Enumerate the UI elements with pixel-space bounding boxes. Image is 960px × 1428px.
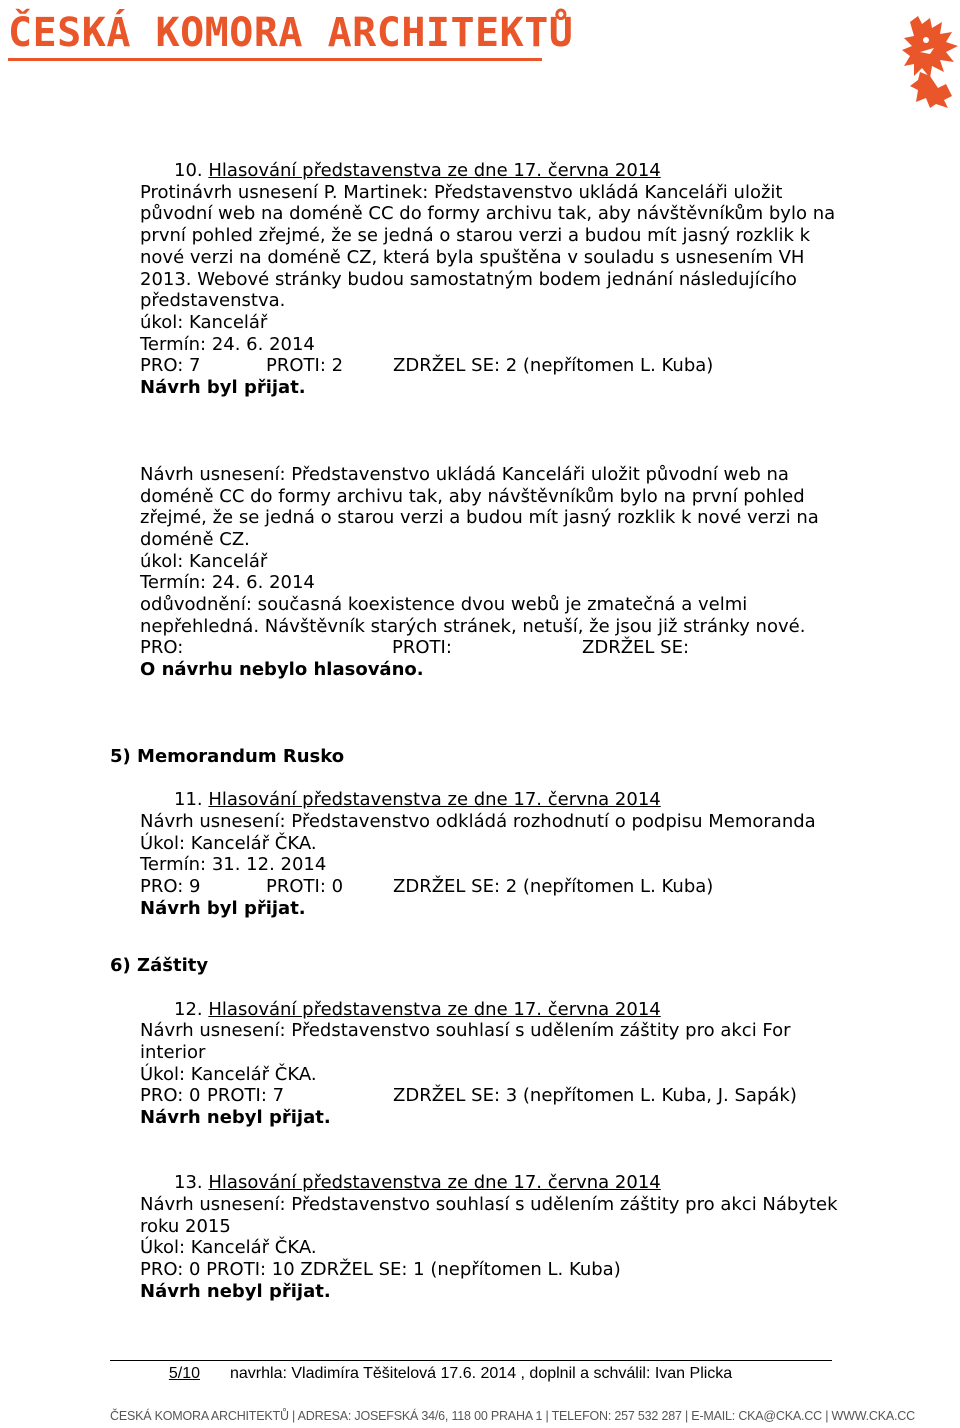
deadline-line: Termín: 24. 6. 2014 — [140, 333, 315, 355]
text-line: 2013. Webové stránky budou samostatným bodem jednání následujícího — [140, 268, 797, 290]
task-line: Úkol: Kancelář ČKA. — [140, 832, 317, 854]
vote-number: 13. — [174, 1172, 203, 1194]
vote-title: Hlasování představenstva ze dne 17. června 2014 — [208, 1172, 661, 1194]
vote-results — [140, 876, 834, 898]
header-underline — [8, 58, 542, 61]
vote-number: 12. — [174, 998, 203, 1020]
vote-heading — [174, 999, 834, 1021]
deadline-line: Termín: 24. 6. 2014 — [140, 572, 315, 594]
vote-title: Hlasování představenstva ze dne 17. června 2014 — [208, 789, 661, 811]
section-number: 6) — [110, 955, 131, 977]
vote-result: Návrh nebyl přijat. — [140, 1107, 331, 1129]
footer-address: ČESKÁ KOMORA ARCHITEKTŮ | ADRESA: JOSEFSKÁ 34/6, 118 00 PRAHA 1 | TELEFON: 257 532 287 | E-MAIL: CKA@CKA.CC | WWW.CKA.CC — [110, 1409, 915, 1423]
vote-zdrzel: ZDRŽEL SE: 3 (nepřítomen L. Kuba, J. Sapák) — [393, 1085, 797, 1107]
text-line: představenstva. — [140, 290, 286, 312]
vote-heading — [174, 160, 834, 182]
vote-result: Návrh byl přijat. — [140, 897, 306, 919]
vote-number: 11. — [174, 789, 203, 811]
vote-results — [140, 1085, 834, 1107]
text-line: Protinávrh usnesení P. Martinek: Představenstvo ukládá Kanceláři uložit — [140, 181, 783, 203]
vote-pro: PRO: 9 — [140, 876, 201, 898]
vote-proti: PROTI: — [392, 637, 452, 659]
vote-pro: PRO: — [140, 637, 184, 659]
section-heading — [110, 746, 834, 768]
counterproposal-text — [140, 182, 834, 312]
vote-pro: PRO: 0 — [140, 1085, 201, 1107]
task-line: úkol: Kancelář — [140, 550, 268, 572]
vote-results: PRO: 0 PROTI: 10 ZDRŽEL SE: 1 (nepřítomen L. Kuba) — [140, 1259, 621, 1281]
footer-signature — [112, 1365, 732, 1383]
vote-zdrzel: ZDRŽEL SE: 2 (nepřítomen L. Kuba) — [393, 355, 714, 377]
task-line: Úkol: Kancelář ČKA. — [140, 1237, 317, 1259]
proposal-text — [140, 464, 834, 551]
lion-logo-icon — [900, 12, 960, 110]
vote-heading — [174, 789, 834, 811]
task-line: Úkol: Kancelář ČKA. — [140, 1063, 317, 1085]
text-line: interior — [140, 1042, 206, 1064]
vote-title: Hlasování představenstva ze dne 17. června 2014 — [208, 160, 661, 181]
vote-proti: PROTI: 2 — [266, 355, 344, 377]
text-line: původní web na doméně CC do formy archivu tak, aby návštěvníkům bylo na — [140, 203, 836, 225]
vote-result: O návrhu nebylo hlasováno. — [140, 659, 424, 681]
reason-line: odůvodnění: současná koexistence dvou webů je zmatečná a velmi — [140, 594, 748, 616]
text-line: roku 2015 — [140, 1215, 231, 1237]
page-number: 5/10 — [168, 1365, 200, 1382]
vote-title: Hlasování představenstva ze dne 17. června 2014 — [208, 998, 661, 1020]
vote-result: Návrh nebyl přijat. — [140, 1280, 331, 1302]
section-title: Memorandum Rusko — [137, 745, 345, 767]
text-line: Návrh usnesení: Představenstvo souhlasí s udělením záštity pro akci Nábytek — [140, 1193, 838, 1215]
footer-divider — [110, 1360, 832, 1361]
deadline-line: Termín: 31. 12. 2014 — [140, 854, 327, 876]
header-title: ČESKÁ KOMORA ARCHITEKTŮ — [8, 10, 574, 56]
text-line: Návrh usnesení: Představenstvo souhlasí s udělením záštity pro akci For — [140, 1020, 791, 1042]
vote-proti: PROTI: 7 — [207, 1085, 285, 1107]
reason-line: nepřehledná. Návštěvník starých stránek, netuší, že jsou již stránky nové. — [140, 615, 806, 637]
vote-heading — [174, 1172, 834, 1194]
text-line: doméně CC do formy archivu tak, aby návštěvníkům bylo na první pohled — [140, 485, 805, 507]
vote-zdrzel: ZDRŽEL SE: — [582, 637, 690, 659]
text-line: Návrh usnesení: Představenstvo odkládá rozhodnutí o podpisu Memoranda — [140, 811, 816, 833]
vote-result: Návrh byl přijat. — [140, 377, 306, 399]
section-title: Záštity — [137, 955, 209, 977]
task-line: úkol: Kancelář — [140, 311, 268, 333]
vote-pro: PRO: 7 — [140, 355, 201, 377]
vote-proti: PROTI: 0 — [266, 876, 344, 898]
vote-results — [140, 355, 834, 377]
text-line: Návrh usnesení: Představenstvo ukládá Kanceláři uložit původní web na — [140, 463, 789, 485]
section-heading — [110, 955, 834, 977]
vote-results — [140, 637, 834, 659]
signature-text: navrhla: Vladimíra Těšitelová 17.6. 2014 , doplnil a schválil: Ivan Plicka — [230, 1365, 733, 1382]
text-line: první pohled zřejmé, že se jedná o starou verzi a budou mít jasný rozklik k — [140, 225, 811, 247]
document-body — [110, 160, 838, 1302]
text-line: nové verzi na doméně CZ, která byla spuštěna v souladu s usnesením VH — [140, 246, 805, 268]
vote-zdrzel: ZDRŽEL SE: 2 (nepřítomen L. Kuba) — [393, 876, 714, 898]
text-line: zřejmé, že se jedná o starou verzi a budou mít jasný rozklik k nové verzi na — [140, 507, 819, 529]
section-number: 5) — [110, 745, 131, 767]
vote-number: 10. — [174, 160, 203, 181]
text-line: doméně CZ. — [140, 528, 250, 550]
